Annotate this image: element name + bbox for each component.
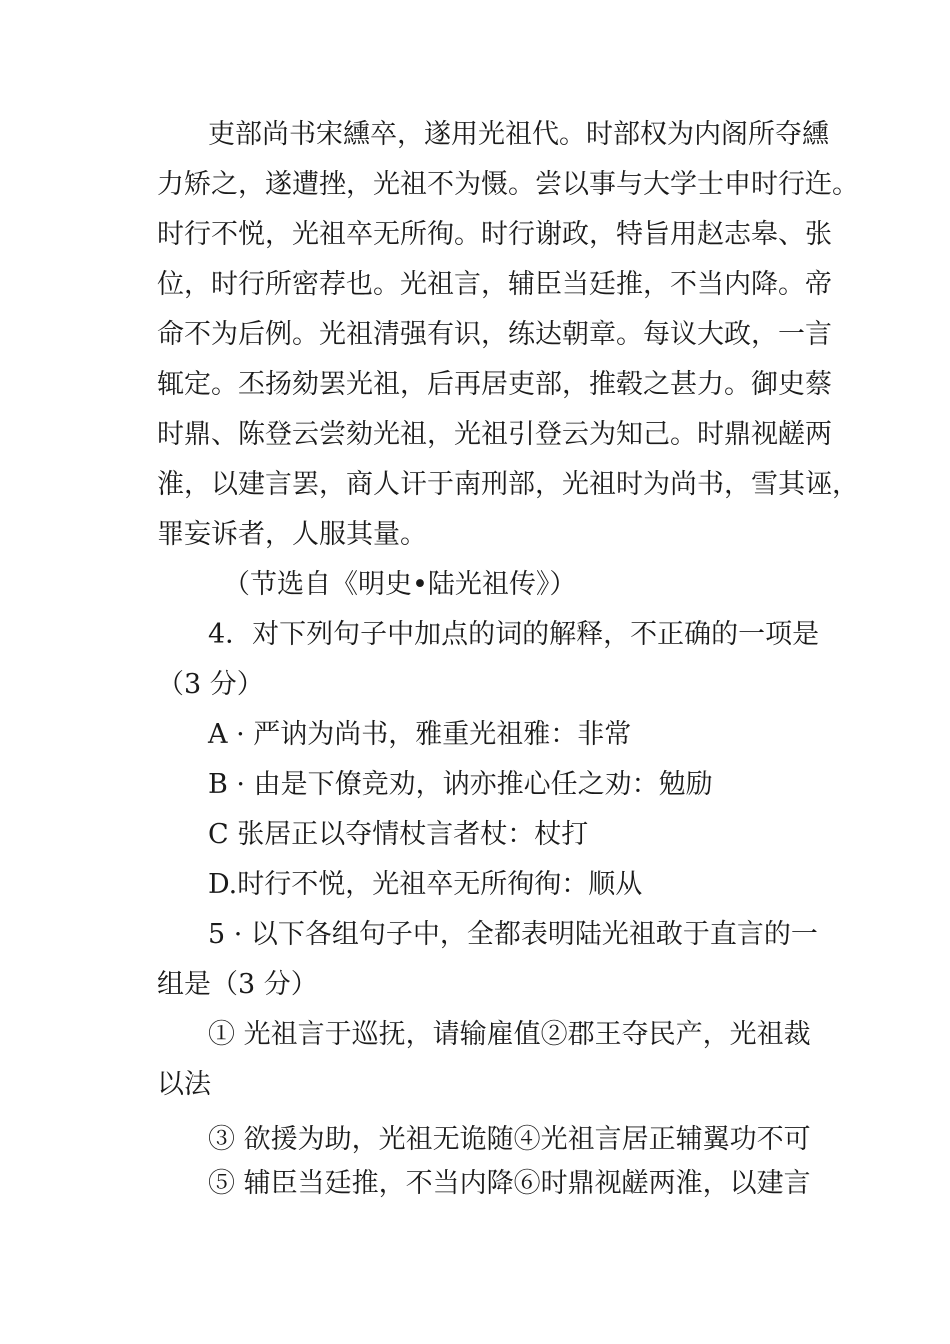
passage-line: 位，时行所密荐也。光祖言，辅臣当廷推，不当内降。帝: [157, 269, 832, 300]
passage-line: 淮，以建言罢，商人讦于南刑部，光祖时为尚书，雪其诬，: [157, 469, 859, 500]
passage-line: 吏部尚书宋纁卒，遂用光祖代。时部权为内阁所夺纁: [208, 119, 829, 150]
passage-line: 命不为后例。光祖清强有识，练达朝章。每议大政，一言: [157, 319, 832, 350]
question5-item: ③ 欲援为助，光祖无诡随④光祖言居正辅翼功不可: [208, 1124, 811, 1155]
question4-option-a: A · 严讷为尚书，雅重光祖雅：非常: [208, 719, 632, 750]
passage-line: 罪妄诉者，人服其量。: [157, 519, 427, 550]
question5-item: 以法: [157, 1069, 211, 1100]
passage-line: 辄定。丕扬劾罢光祖，后再居吏部，推毂之甚力。御史蔡: [157, 369, 832, 400]
question5-stem-cont: 组是（3 分）: [157, 969, 318, 1000]
passage-line: 时行不悦，光祖卒无所徇。时行谢政，特旨用赵志皋、张: [157, 219, 832, 250]
question5-stem: 5 · 以下各组句子中，全都表明陆光祖敢于直言的一: [208, 919, 818, 950]
question4-option-d: D.时行不悦，光祖卒无所徇徇：顺从: [208, 869, 643, 900]
question5-item: ① 光祖言于巡抚，请输雇值②郡王夺民产，光祖裁: [208, 1019, 811, 1050]
question4-stem: 4．对下列句子中加点的词的解释，不正确的一项是: [208, 619, 820, 650]
question5-item: ⑤ 辅臣当廷推，不当内降⑥时鼎视鹾两淮，以建言: [208, 1168, 811, 1199]
passage-line: 力矫之，遂遭挫，光祖不为慑。尝以事与大学士申时行迕。: [157, 169, 859, 200]
passage-source: （节选自《明史•陆光祖传》）: [223, 569, 577, 600]
question4-option-b: B · 由是下僚竞劝，讷亦推心任之劝：勉励: [208, 769, 713, 800]
question4-option-c: C 张居正以夺情杖言者杖：杖打: [208, 819, 589, 850]
passage-line: 时鼎、陈登云尝劾光祖，光祖引登云为知己。时鼎视鹾两: [157, 419, 832, 450]
question4-score: （3 分）: [157, 669, 264, 700]
